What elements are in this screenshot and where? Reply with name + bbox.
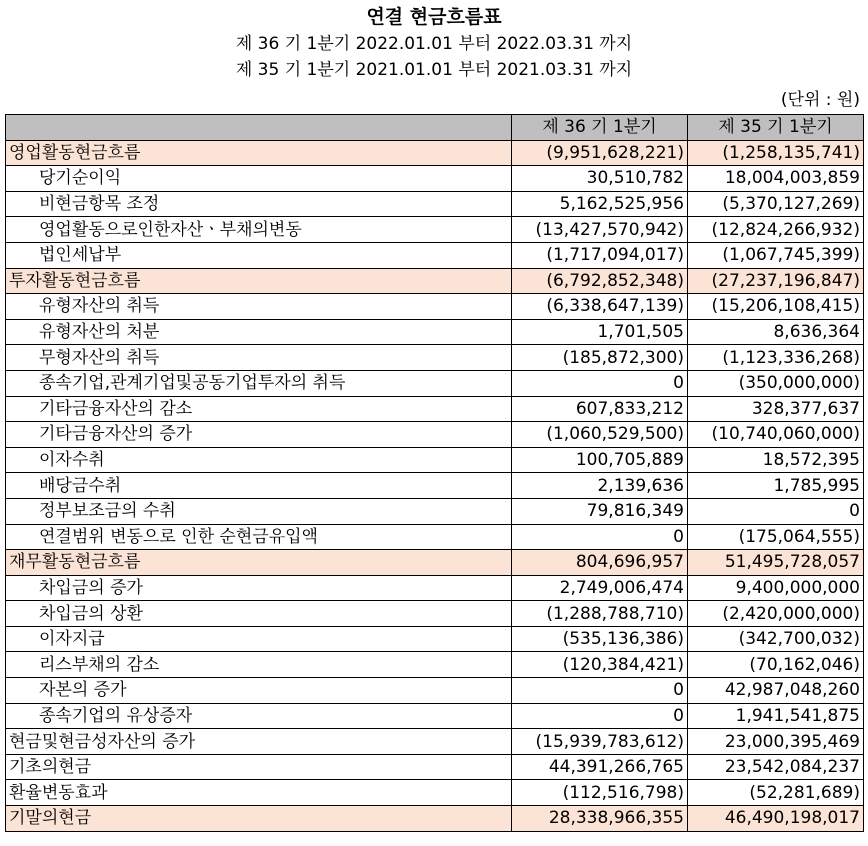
row-label: 연결범위 변동으로 인한 순현금유입액 bbox=[6, 524, 512, 550]
table-row bbox=[6, 780, 864, 806]
row-label: 배당금수취 bbox=[6, 473, 512, 499]
row-prior-value: 23,000,395,469 bbox=[688, 729, 864, 755]
table-row bbox=[6, 396, 864, 422]
section-row bbox=[6, 550, 864, 576]
row-prior-value: 51,495,728,057 bbox=[688, 550, 864, 576]
row-current-value: (1,717,094,017) bbox=[512, 242, 688, 268]
row-current-value: 2,139,636 bbox=[512, 473, 688, 499]
row-prior-value: 46,490,198,017 bbox=[688, 806, 864, 832]
table-row bbox=[6, 754, 864, 780]
row-current-value: (9,951,628,221) bbox=[512, 140, 688, 166]
section-row bbox=[6, 806, 864, 832]
row-label: 종속기업,관계기업및공동기업투자의 취득 bbox=[6, 370, 512, 396]
row-label: 정부보조금의 수취 bbox=[6, 498, 512, 524]
table-row bbox=[6, 319, 864, 345]
period-prior: 제 35 기 1분기 2021.01.01 부터 2021.03.31 까지 bbox=[235, 60, 633, 80]
table-row bbox=[6, 729, 864, 755]
row-prior-value: (15,206,108,415) bbox=[688, 294, 864, 320]
table-row bbox=[6, 294, 864, 320]
row-label: 리스부채의 감소 bbox=[6, 652, 512, 678]
header-prior-period: 제 35 기 1분기 bbox=[688, 115, 864, 141]
row-label: 차입금의 상환 bbox=[6, 601, 512, 627]
section-row bbox=[6, 140, 864, 166]
cash-flow-table bbox=[5, 114, 864, 832]
row-current-value: 79,816,349 bbox=[512, 498, 688, 524]
row-current-value: 30,510,782 bbox=[512, 166, 688, 192]
row-label: 유형자산의 취득 bbox=[6, 294, 512, 320]
unit-label: (단위 : 원) bbox=[780, 90, 860, 110]
table-row bbox=[6, 191, 864, 217]
row-prior-value: (12,824,266,932) bbox=[688, 217, 864, 243]
header-current-period: 제 36 기 1분기 bbox=[512, 115, 688, 141]
row-current-value: (1,060,529,500) bbox=[512, 422, 688, 448]
table-row bbox=[6, 166, 864, 192]
row-prior-value: 18,004,003,859 bbox=[688, 166, 864, 192]
row-current-value: 100,705,889 bbox=[512, 447, 688, 473]
table-row bbox=[6, 575, 864, 601]
row-current-value: 0 bbox=[512, 524, 688, 550]
row-current-value: 1,701,505 bbox=[512, 319, 688, 345]
row-current-value: (6,792,852,348) bbox=[512, 268, 688, 294]
row-label: 비현금항목 조정 bbox=[6, 191, 512, 217]
row-prior-value: 42,987,048,260 bbox=[688, 678, 864, 704]
row-label: 현금및현금성자산의 증가 bbox=[6, 729, 512, 755]
table-row bbox=[6, 473, 864, 499]
row-current-value: 607,833,212 bbox=[512, 396, 688, 422]
table-row bbox=[6, 601, 864, 627]
row-current-value: (185,872,300) bbox=[512, 345, 688, 371]
row-prior-value: (2,420,000,000) bbox=[688, 601, 864, 627]
row-current-value: (112,516,798) bbox=[512, 780, 688, 806]
row-label: 무형자산의 취득 bbox=[6, 345, 512, 371]
row-label: 종속기업의 유상증자 bbox=[6, 703, 512, 729]
row-current-value: 44,391,266,765 bbox=[512, 754, 688, 780]
row-current-value: (13,427,570,942) bbox=[512, 217, 688, 243]
row-label: 기타금융자산의 감소 bbox=[6, 396, 512, 422]
table-row bbox=[6, 370, 864, 396]
row-prior-value: 0 bbox=[688, 498, 864, 524]
row-label: 재무활동현금흐름 bbox=[6, 550, 512, 576]
row-prior-value: (5,370,127,269) bbox=[688, 191, 864, 217]
row-prior-value: (342,700,032) bbox=[688, 626, 864, 652]
row-prior-value: (27,237,196,847) bbox=[688, 268, 864, 294]
row-prior-value: 1,785,995 bbox=[688, 473, 864, 499]
table-row bbox=[6, 447, 864, 473]
row-current-value: 0 bbox=[512, 678, 688, 704]
row-current-value: (15,939,783,612) bbox=[512, 729, 688, 755]
table-header-row bbox=[6, 115, 864, 141]
row-label: 차입금의 증가 bbox=[6, 575, 512, 601]
row-label: 환율변동효과 bbox=[6, 780, 512, 806]
row-prior-value: (1,258,135,741) bbox=[688, 140, 864, 166]
row-current-value: (535,136,386) bbox=[512, 626, 688, 652]
row-prior-value: 18,572,395 bbox=[688, 447, 864, 473]
row-prior-value: 328,377,637 bbox=[688, 396, 864, 422]
statement-title: 연결 현금흐름표 bbox=[366, 6, 502, 28]
row-prior-value: (52,281,689) bbox=[688, 780, 864, 806]
row-label: 영업활동으로인한자산ㆍ부채의변동 bbox=[6, 217, 512, 243]
row-current-value: (1,288,788,710) bbox=[512, 601, 688, 627]
table-row bbox=[6, 217, 864, 243]
row-label: 자본의 증가 bbox=[6, 678, 512, 704]
table-row bbox=[6, 345, 864, 371]
row-current-value: 5,162,525,956 bbox=[512, 191, 688, 217]
row-current-value: (6,338,647,139) bbox=[512, 294, 688, 320]
row-prior-value: (10,740,060,000) bbox=[688, 422, 864, 448]
table-row bbox=[6, 524, 864, 550]
row-current-value: 804,696,957 bbox=[512, 550, 688, 576]
row-label: 당기순이익 bbox=[6, 166, 512, 192]
table-row bbox=[6, 498, 864, 524]
row-label: 기말의현금 bbox=[6, 806, 512, 832]
row-label: 영업활동현금흐름 bbox=[6, 140, 512, 166]
row-label: 투자활동현금흐름 bbox=[6, 268, 512, 294]
row-prior-value: (70,162,046) bbox=[688, 652, 864, 678]
header-label-column bbox=[6, 115, 512, 141]
row-prior-value: 9,400,000,000 bbox=[688, 575, 864, 601]
row-label: 유형자산의 처분 bbox=[6, 319, 512, 345]
table-row bbox=[6, 703, 864, 729]
row-current-value: 2,749,006,474 bbox=[512, 575, 688, 601]
row-current-value: (120,384,421) bbox=[512, 652, 688, 678]
row-prior-value: (350,000,000) bbox=[688, 370, 864, 396]
row-label: 기초의현금 bbox=[6, 754, 512, 780]
row-current-value: 0 bbox=[512, 370, 688, 396]
row-prior-value: (175,064,555) bbox=[688, 524, 864, 550]
row-current-value: 28,338,966,355 bbox=[512, 806, 688, 832]
row-label: 이자지급 bbox=[6, 626, 512, 652]
row-prior-value: (1,067,745,399) bbox=[688, 242, 864, 268]
row-label: 법인세납부 bbox=[6, 242, 512, 268]
section-row bbox=[6, 268, 864, 294]
row-prior-value: 8,636,364 bbox=[688, 319, 864, 345]
table-row bbox=[6, 678, 864, 704]
table-row bbox=[6, 652, 864, 678]
row-prior-value: 23,542,084,237 bbox=[688, 754, 864, 780]
row-label: 기타금융자산의 증가 bbox=[6, 422, 512, 448]
table-row bbox=[6, 626, 864, 652]
table-row bbox=[6, 242, 864, 268]
table-row bbox=[6, 422, 864, 448]
row-prior-value: 1,941,541,875 bbox=[688, 703, 864, 729]
row-prior-value: (1,123,336,268) bbox=[688, 345, 864, 371]
period-current: 제 36 기 1분기 2022.01.01 부터 2022.03.31 까지 bbox=[235, 34, 633, 54]
row-current-value: 0 bbox=[512, 703, 688, 729]
row-label: 이자수취 bbox=[6, 447, 512, 473]
